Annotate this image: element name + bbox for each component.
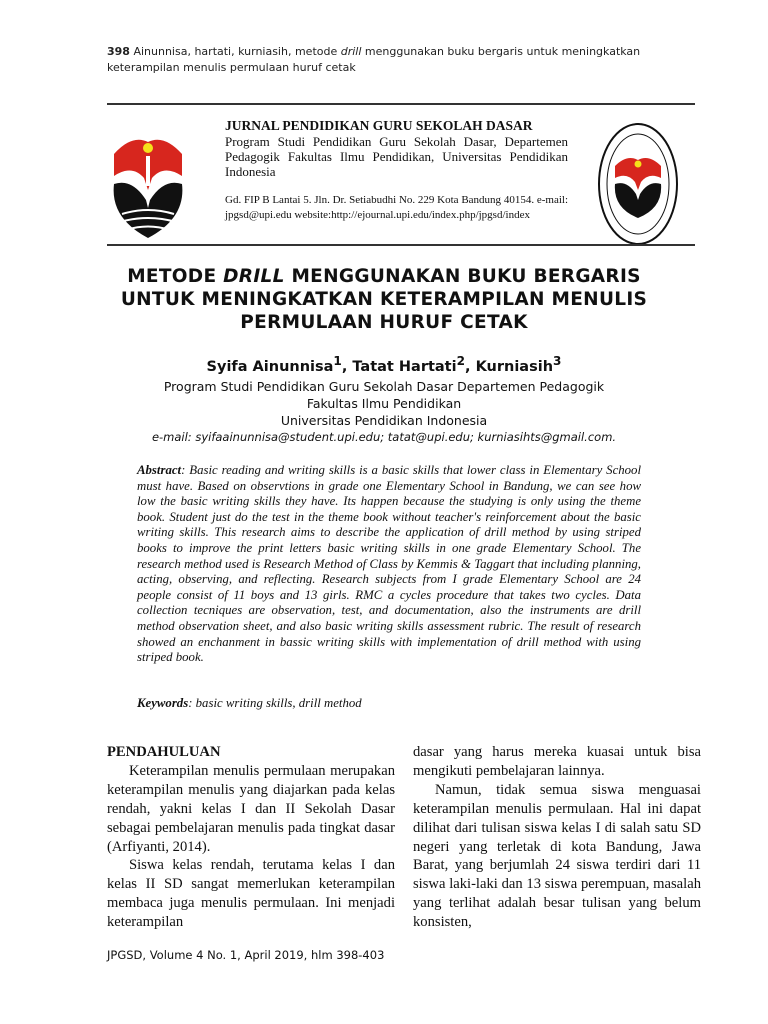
jpgsd-seal [597, 122, 679, 246]
header-rule-bottom [107, 244, 695, 246]
author-name: Kurniasih [475, 358, 554, 375]
left-column [107, 743, 395, 932]
abstract [137, 463, 641, 666]
title-italic: DRILL [223, 266, 285, 287]
author-names: Syifa Ainunnisa$^1$, Tatat Hartati$^2$, Kurniasih$^3$ [206, 354, 562, 375]
running-header-text-end: menggunakan buku bergaris untuk meningkatkan keterampilan menulis permulaan huruf cetak [107, 45, 641, 74]
author-sup: 1 [333, 354, 342, 368]
running-header-text: Ainunnisa, hartati, kurniasih, metode [129, 45, 341, 58]
running-header [107, 44, 707, 76]
journal-description: Program Studi Pendidikan Guru Sekolah Dasar, Departemen Pedagogik Fakultas Ilmu Pendidikan, Universitas Pendidikan Indonesia [225, 134, 568, 179]
author-name: Syifa Ainunnisa [206, 358, 334, 375]
author-sup: 3 [553, 354, 562, 368]
abstract-label: Abstract [137, 463, 182, 477]
paragraph: Siswa kelas rendah, terutama kelas I dan kelas II SD sangat memerlukan keterampilan membaca juga menulis permulaan. Ini menjadi keterampilan [107, 857, 395, 931]
paragraph: Namun, tidak semua siswa menguasai keterampilan menulis permulaan. Hal ini dapat dilihat dari tulisan siswa kelas I di salah satu SD negeri yang terletak di kota Bandung, Jawa Barat, yang berjumlah 24 siswa terdiri dari 11 siswa laki-laki dan 13 siswa perempuan, masalah yang terlihat adalah besar tulisan yang belum konsisten, [413, 781, 701, 931]
author-name: Tatat Hartati [352, 358, 457, 375]
page-footer: JPGSD, Volume 4 No. 1, April 2019, hlm 398-403 [107, 948, 385, 962]
keywords [137, 696, 362, 711]
section-heading: PENDAHULUAN [107, 744, 221, 760]
header-rule-top [107, 103, 695, 105]
running-header-italic: drill [340, 45, 362, 58]
title-text: METODE [127, 266, 224, 287]
right-column [413, 743, 701, 932]
author-emails: e-mail: syifaainunnisa@student.upi.edu; tatat@upi.edu; kurniasihts@gmail.com. [151, 429, 617, 444]
affiliation: Program Studi Pendidikan Guru Sekolah Dasar Departemen Pedagogik [163, 378, 605, 394]
paragraph: Keterampilan menulis permulaan merupakan keterampilan menulis yang diajarkan pada kelas rendah, yakni kelas I dan II Sekolah Dasar sebagai pembelajaran menulis pada tingkat dasar (Arfiyanti, 2014). [107, 762, 395, 855]
author-block [110, 350, 658, 446]
journal-address: Gd. FIP B Lantai 5. Jln. Dr. Setiabudhi No. 229 Kota Bandung 40154. e-mail: jpgsd@upi.edu website:http://ejournal.upi.edu/index.php/jpgsd/index [225, 194, 568, 221]
page-number: 398 [107, 45, 130, 58]
journal-name: JURNAL PENDIDIKAN GURU SEKOLAH DASAR [225, 118, 533, 133]
title-text-end: MENGGUNAKAN BUKU BERGARIS UNTUK MENINGKATKAN KETERAMPILAN MENULIS PERMULAAN HURUF CETAK [120, 266, 648, 333]
paragraph: dasar yang harus mereka kuasai untuk bisa mengikuti pembelajaran lainnya. [413, 744, 701, 779]
keywords-label: Keywords [137, 696, 189, 710]
upi-logo [112, 128, 184, 240]
affiliation: Universitas Pendidikan Indonesia [280, 412, 488, 428]
affiliation: Fakultas Ilmu Pendidikan [306, 395, 462, 411]
author-sup: 2 [456, 354, 465, 368]
abstract-text: : Basic reading and writing skills is a basic skills that lower class in Elementary School must have. Based on observtions in grade one Elementary School in Bandung, we can see how low the basic writing skills they have. Its happen because the studying is only using the theme book. Student just do the test in the theme book without teacher's reinforcement about the basic writing skills. This research aims to describe the application of drill method by using striped books to improve the print letters basic writing skills in one grade Elementary School. The research method used is Research Method of Class by Kemmis & Taggart that including planning, acting, observing, and reflecting. Research subjects from I grade Elementary School are 24 people consist of 11 boys and 13 girls. RMC a cycles procedure that takes two cycles. Data collection tecniques are observation, test, and documentation, also the instruments are drill method observation sheet, and also basic writing skills assessment rubric. The result of research showed an enchanment in bassic writing skills with implementation of drill method with using striped book. [137, 463, 641, 665]
article-title [110, 265, 658, 334]
keywords-text: : basic writing skills, drill method [188, 696, 362, 710]
